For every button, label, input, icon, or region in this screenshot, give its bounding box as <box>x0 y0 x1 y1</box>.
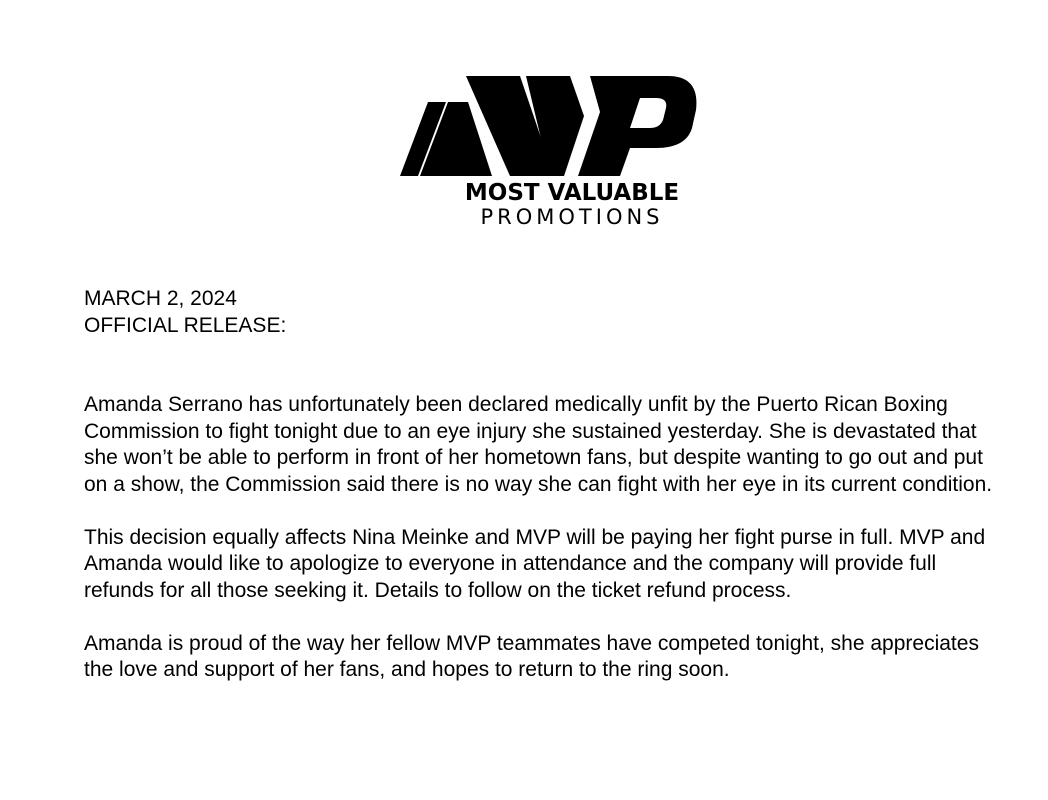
logo-wordmark-line1: MOST VALUABLE <box>464 180 680 206</box>
logo-p-shape <box>576 76 696 176</box>
mvp-logo <box>396 66 702 236</box>
paragraph-3: Amanda is proud of the way her fellow MVP teammates have competed tonight, she appreciates the love and support of her fans, and hopes to return to the ring soon. <box>84 631 979 681</box>
release-date: MARCH 2, 2024 <box>84 287 237 310</box>
paragraph-1: Amanda Serrano has unfortunately been declared medically unfit by the Puerto Rican Boxing Commission to fight tonight due to an eye injury she sustained yesterday. She is devastated that she won’t be able to perform in front of her hometown fans, but despite wanting to go out and put on a show, the Commission said there is no way she can fight with her eye in its current condition. <box>84 393 993 496</box>
press-release-body <box>84 286 1004 684</box>
paragraph-2: This decision equally affects Nina Meinke and MVP will be paying her fight purse in full. MVP and Amanda would like to apologize to everyone in attendance and the company will provide full refunds for all those seeking it. Details to follow on the ticket refund process. <box>84 525 986 602</box>
mvp-logo-mark <box>400 66 700 176</box>
logo-wordmark-line2: PROMOTIONS <box>480 205 664 229</box>
release-label: OFFICIAL RELEASE: <box>84 313 287 337</box>
